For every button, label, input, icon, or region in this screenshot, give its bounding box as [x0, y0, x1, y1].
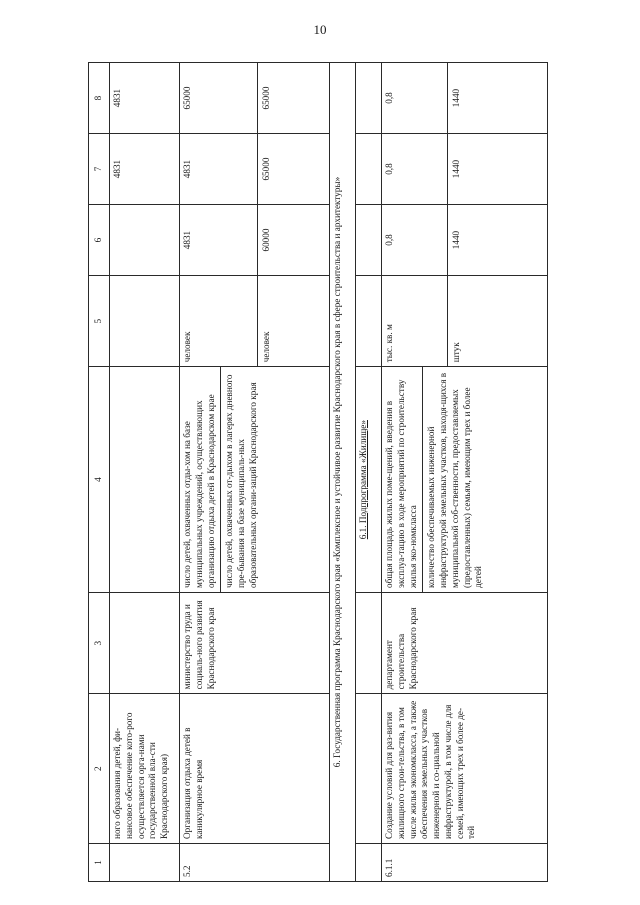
indicator-names	[382, 367, 548, 593]
values-7	[180, 134, 330, 205]
value-7-1: 4831	[182, 159, 192, 179]
value-7-2: 1440	[447, 134, 463, 204]
subprogram-title	[355, 367, 381, 593]
row-number: 5.2	[180, 843, 330, 881]
values-7	[382, 134, 548, 205]
table-row-continuation	[110, 63, 180, 882]
col-header-7: 7	[89, 134, 110, 205]
unit-1: тыс. кв. м	[384, 324, 395, 363]
value-6-2: 60000	[257, 205, 273, 275]
indicator-name-2: число детей, охваченных от-дыхом в лагерях дневного пре-бывания на базе муниципаль-ных образовательных органи-заций Краснодарского края	[220, 367, 259, 592]
indicator-units	[382, 276, 548, 367]
value-6-2: 1440	[447, 205, 463, 275]
section-6-row	[329, 63, 355, 882]
unit-2: штук	[447, 276, 463, 366]
indicator-name-2: количество обеспечиваемых инженерной инфраструктурой земельных участков, находя-щихся в муниципальной соб-ственности, предоставляемых (предоставленных) семьям, имеющим трех и более детей	[422, 367, 485, 592]
value-6-1: 4831	[182, 230, 192, 250]
cell-number	[110, 843, 180, 881]
value-8-2: 65000	[257, 63, 273, 133]
value-8-1: 0,8	[384, 92, 395, 104]
indicator-name-1: число детей, охваченных отды-хом на базе муниципальных учреждений, осуществляющих организацию отдыха детей в Краснодарском крае	[182, 394, 216, 588]
cell-executor	[110, 592, 180, 693]
subprogram-title-text: 6.1. Подпрограмма «Жилище»	[357, 420, 368, 540]
rotated-table-container	[88, 62, 548, 882]
col-header-8: 8	[89, 63, 110, 134]
value-7-2: 65000	[257, 134, 273, 204]
col-header-2: 2	[89, 694, 110, 844]
values-8	[382, 63, 548, 134]
activity-name: Организация отдыха детей в каникулярное время	[180, 694, 330, 844]
cell-value-7: 4831	[110, 134, 180, 205]
indicator-table	[88, 62, 548, 882]
col-header-5: 5	[89, 276, 110, 367]
column-number-header	[89, 63, 110, 882]
indicator-names	[180, 367, 330, 593]
col-header-6: 6	[89, 205, 110, 276]
row-number: 6.1.1	[382, 843, 548, 881]
indicator-name-1: общая площадь жилых поме-щений, введения в эксплуа-тацию в ходе мероприятий по строительству жилья эко-номкласса	[384, 379, 418, 588]
values-8	[180, 63, 330, 134]
col-header-4: 4	[89, 367, 110, 593]
cell-indicator	[110, 367, 180, 593]
subprogram-row	[355, 63, 381, 882]
table-row-5-2	[180, 63, 330, 882]
value-8-1: 65000	[182, 86, 192, 110]
cell-activity: ного образования детей, фи-нансовое обеспечение кото-рого осуществляется орга-нами государственной вла-сти Краснодарского края)	[110, 694, 180, 844]
executor-name: департамент строительства Краснодарского края	[382, 592, 548, 693]
indicator-units	[180, 276, 330, 367]
cell-unit	[110, 276, 180, 367]
table-row-6-1-1	[382, 63, 548, 882]
cell-value-8: 4831	[110, 63, 180, 134]
unit-2: человек	[257, 276, 273, 366]
value-8-2: 1440	[447, 63, 463, 133]
value-6-1: 0,8	[384, 234, 395, 246]
unit-1: человек	[182, 331, 192, 363]
values-6	[382, 205, 548, 276]
cell-value-6	[110, 205, 180, 276]
value-7-1: 0,8	[384, 163, 395, 175]
executor-name: министерство труда и социаль-ного развития Краснодарского края	[180, 592, 330, 693]
values-6	[180, 205, 330, 276]
col-header-1: 1	[89, 843, 110, 881]
section-6-title: 6. Государственная программа Краснодарского края «Комплексное и устойчивое развитие Краснодарского края в сфере строительства и архитектуры»	[329, 63, 355, 882]
activity-name: Создание условий для раз-вития жилищного строи-тельства, в том числе жилья экономкласса, а также обеспечения земельных участков инженерной и со-циальной инфраструктурой, в том числе для семей, имеющих трех и более де-тей	[382, 694, 548, 844]
col-header-3: 3	[89, 592, 110, 693]
page-number: 10	[313, 22, 327, 37]
